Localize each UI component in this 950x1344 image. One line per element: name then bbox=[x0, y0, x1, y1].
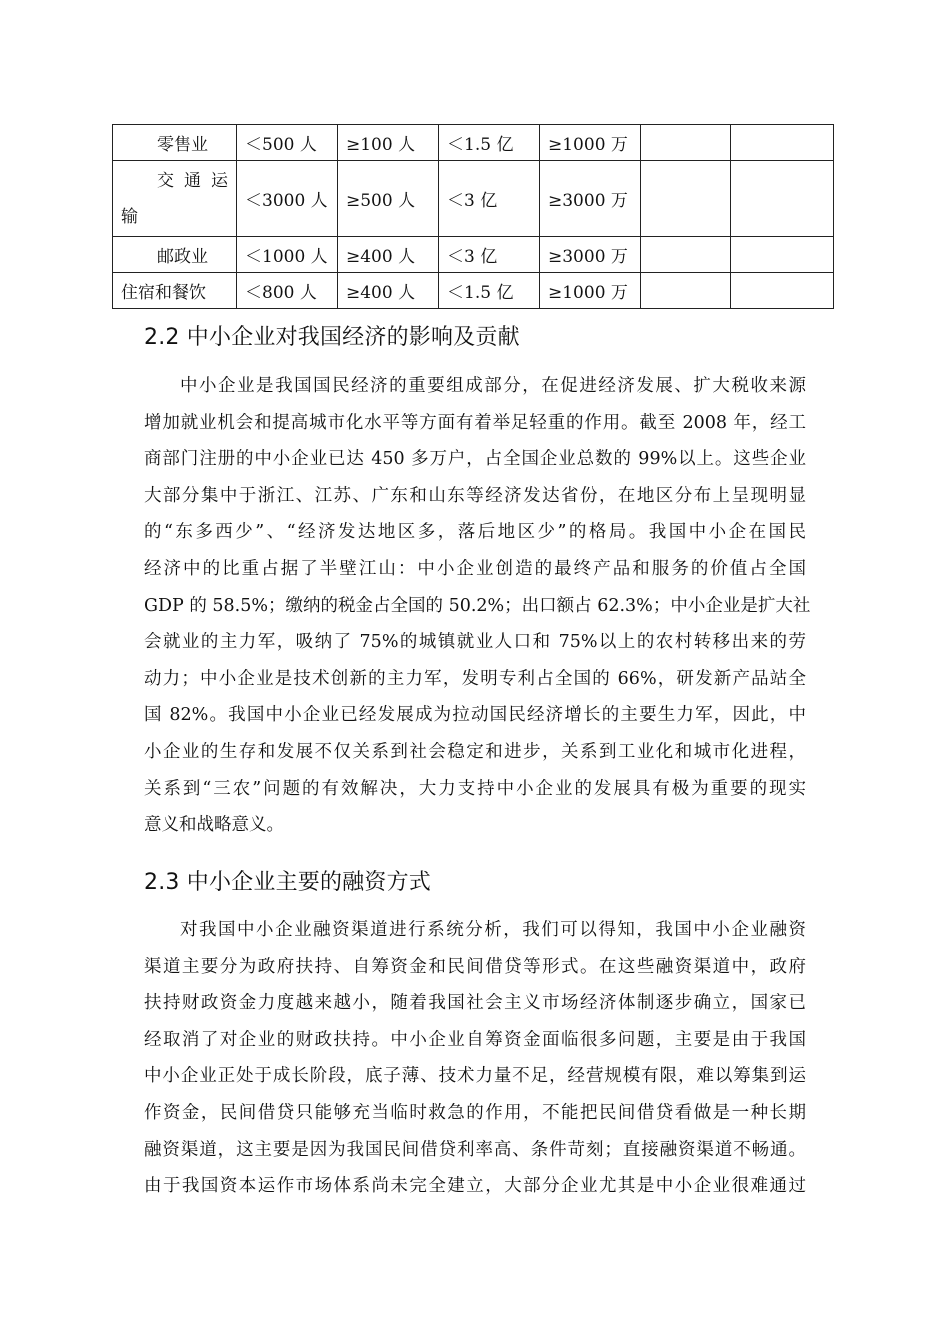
paragraph-line: 渠道主要分为政府扶持、自筹资金和民间借贷等形式。在这些融资渠道中，政府 bbox=[144, 956, 806, 977]
section-heading: 2.2 中小企业对我国经济的影响及贡献 bbox=[144, 325, 520, 350]
paragraph-line: 的“东多西少”、“经济发达地区多，落后地区少”的格局。我国中小企在国民 bbox=[144, 522, 806, 543]
empty-cell bbox=[641, 125, 731, 161]
paragraph-line: 国 82%。我国中小企业已经发展成为拉动国民经济增长的主要生力军，因此，中 bbox=[144, 705, 806, 726]
paragraph-line: 中小企业正处于成长阶段，底子薄、技术力量不足，经营规模有限，难以筹集到运 bbox=[144, 1066, 806, 1087]
empty-cell bbox=[731, 237, 834, 273]
empty-cell bbox=[641, 237, 731, 273]
paragraph-line: 扶持财政资金力度越来越小，随着我国社会主义市场经济体制逐步确立，国家已 bbox=[144, 993, 806, 1014]
section-heading: 2.3 中小企业主要的融资方式 bbox=[144, 870, 431, 895]
paragraph-line: 融资渠道，这主要是因为我国民间借贷利率高、条件苛刻；直接融资渠道不畅通。 bbox=[144, 1139, 806, 1160]
industry-cell: 零售业 bbox=[113, 125, 237, 161]
paragraph-line: GDP 的 58.5%；缴纳的税金占全国的 50.2%；出口额占 62.3%；中小企业是扩大社 bbox=[144, 595, 811, 616]
paragraph-line: 动力；中小企业是技术创新的主力军，发明专利占全国的 66%，研发新产品站全 bbox=[144, 668, 806, 689]
industry-label-line1: 交 通 运 bbox=[157, 170, 228, 191]
revenue-limit-cell: ＜3 亿 bbox=[439, 161, 540, 237]
empty-cell bbox=[641, 161, 731, 237]
industry-label-line2: 输 bbox=[121, 206, 138, 227]
section-paragraph bbox=[144, 912, 806, 1205]
enterprise-size-table bbox=[112, 124, 834, 309]
employee-limit-cell: ＜3000 人 bbox=[237, 161, 338, 237]
employee-min-cell: ≥500 人 bbox=[338, 161, 439, 237]
employee-limit-cell: ＜500 人 bbox=[237, 125, 338, 161]
paragraph-line: 作资金，民间借贷只能够充当临时救急的作用，不能把民间借贷看做是一种长期 bbox=[144, 1102, 806, 1123]
employee-limit-cell: ＜1000 人 bbox=[237, 237, 338, 273]
revenue-limit-cell: ＜1.5 亿 bbox=[439, 273, 540, 309]
employee-min-cell: ≥400 人 bbox=[338, 237, 439, 273]
revenue-limit-cell: ＜3 亿 bbox=[439, 237, 540, 273]
revenue-min-cell: ≥1000 万 bbox=[540, 273, 641, 309]
industry-cell: 邮政业 bbox=[113, 237, 237, 273]
table-row bbox=[113, 273, 834, 309]
paragraph-line: 会就业的主力军，吸纳了 75%的城镇就业人口和 75%以上的农村转移出来的劳 bbox=[144, 632, 806, 653]
paragraph-line: 关系到“三农”问题的有效解决，大力支持中小企业的发展具有极为重要的现实 bbox=[144, 778, 806, 799]
table-row bbox=[113, 125, 834, 161]
employee-min-cell: ≥400 人 bbox=[338, 273, 439, 309]
revenue-min-cell: ≥1000 万 bbox=[540, 125, 641, 161]
paragraph-line: 意义和战略意义。 bbox=[144, 815, 284, 836]
table-row bbox=[113, 237, 834, 273]
employee-limit-cell: ＜800 人 bbox=[237, 273, 338, 309]
empty-cell bbox=[731, 161, 834, 237]
paragraph-line: 对我国中小企业融资渠道进行系统分析，我们可以得知，我国中小企业融资 bbox=[180, 920, 806, 940]
revenue-limit-cell: ＜1.5 亿 bbox=[439, 125, 540, 161]
table-row bbox=[113, 161, 834, 237]
empty-cell bbox=[731, 125, 834, 161]
paragraph-line: 商部门注册的中小企业已达 450 多万户，占全国企业总数的 99%以上。这些企业 bbox=[144, 449, 806, 470]
paragraph-line: 大部分集中于浙江、江苏、广东和山东等经济发达省份，在地区分布上呈现明显 bbox=[144, 485, 806, 506]
paragraph-line: 由于我国资本运作市场体系尚未完全建立，大部分企业尤其是中小企业很难通过 bbox=[144, 1176, 806, 1197]
paragraph-line: 小企业的生存和发展不仅关系到社会稳定和进步，关系到工业化和城市化进程， bbox=[144, 741, 806, 762]
industry-cell bbox=[113, 161, 237, 237]
revenue-min-cell: ≥3000 万 bbox=[540, 237, 641, 273]
paragraph-line: 经济中的比重占据了半壁江山：中小企业创造的最终产品和服务的价值占全国 bbox=[144, 558, 806, 579]
empty-cell bbox=[731, 273, 834, 309]
paragraph-line: 经取消了对企业的财政扶持。中小企业自筹资金面临很多问题，主要是由于我国 bbox=[144, 1029, 806, 1050]
industry-cell: 住宿和餐饮 bbox=[113, 273, 237, 309]
section-paragraph bbox=[144, 368, 811, 844]
revenue-min-cell: ≥3000 万 bbox=[540, 161, 641, 237]
employee-min-cell: ≥100 人 bbox=[338, 125, 439, 161]
paragraph-line: 中小企业是我国国民经济的重要组成部分，在促进经济发展、扩大税收来源 bbox=[180, 376, 806, 396]
paragraph-line: 增加就业机会和提高城市化水平等方面有着举足轻重的作用。截至 2008 年，经工 bbox=[144, 412, 806, 433]
empty-cell bbox=[641, 273, 731, 309]
